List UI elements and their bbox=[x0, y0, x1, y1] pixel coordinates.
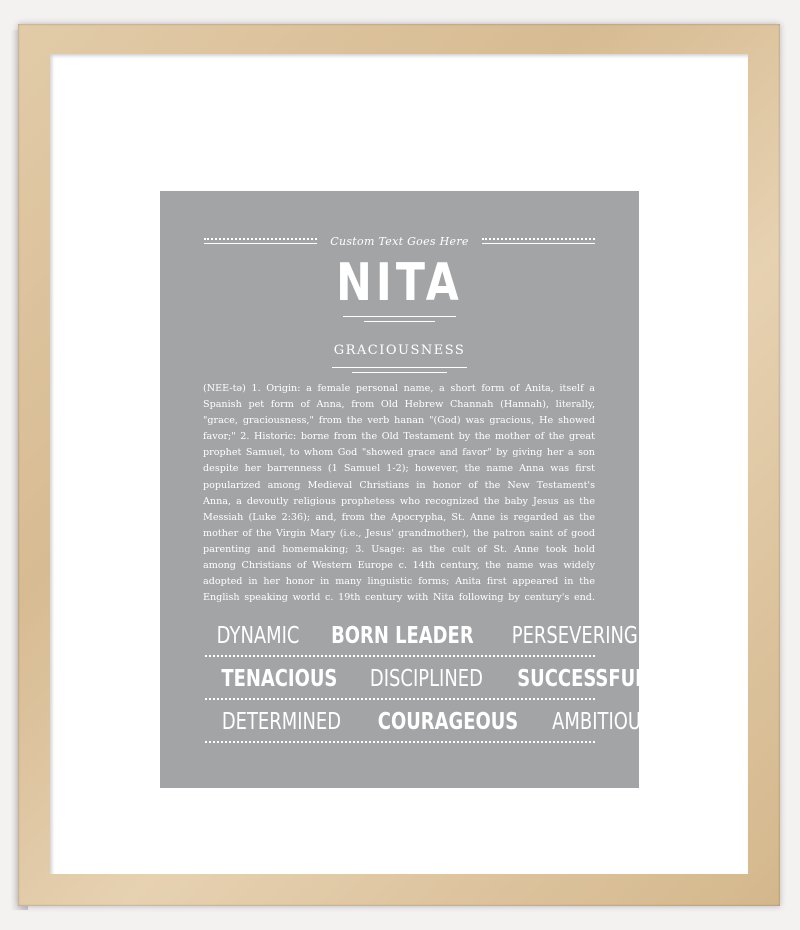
meaning-rule-top bbox=[332, 367, 467, 368]
trait-word: COURAGEOUS bbox=[377, 709, 519, 735]
custom-text: Custom Text Goes Here bbox=[330, 234, 469, 248]
trait-row-3 bbox=[205, 707, 653, 737]
definition-line: "grace, graciousness," from the verb hanan "(God) was gracious, He showed bbox=[203, 415, 595, 427]
custom-text-row bbox=[204, 234, 595, 248]
definition-line: Messiah (Luke 2:36); and, from the Apocrypha, St. Anne is regarded as the bbox=[203, 511, 595, 523]
definition-line: among Christians of Western Europe c. 14th century, the name was widely bbox=[203, 560, 595, 572]
meaning-rule-bottom bbox=[352, 372, 447, 373]
trait-word: DISCIPLINED bbox=[369, 666, 483, 692]
trait-word: AMBITIOUS bbox=[552, 709, 653, 735]
definition-line: (NEE-tə) 1. Origin: a female personal name, a short form of Anita, itself a bbox=[203, 383, 595, 394]
definition-line: parenting and homemaking; 3. Usage: as the cult of St. Anne took hold bbox=[203, 543, 595, 555]
left-dotted-rule bbox=[204, 238, 317, 244]
trait-word: PERSEVERING bbox=[511, 623, 638, 649]
name-definition bbox=[203, 381, 595, 606]
white-mat bbox=[50, 54, 748, 874]
trait-divider bbox=[205, 698, 595, 700]
wooden-frame bbox=[18, 24, 780, 906]
trait-word: DETERMINED bbox=[221, 709, 342, 735]
trait-divider bbox=[205, 741, 595, 743]
definition-line: prophet Samuel, to whom God "showed grace and favor" by giving her a son bbox=[203, 447, 595, 459]
trait-row-2 bbox=[205, 664, 647, 694]
name-rule-bottom bbox=[364, 321, 435, 322]
definition-line: popularized among Medieval Christians in honor of the New Testament's bbox=[203, 479, 595, 491]
name-title: NITA bbox=[336, 253, 463, 313]
definition-line: despite her barrenness (1 Samuel 1-2); however, the name Anna was first bbox=[203, 463, 595, 475]
name-meaning: GRACIOUSNESS bbox=[333, 343, 466, 358]
right-dotted-rule bbox=[482, 238, 595, 244]
trait-divider bbox=[205, 655, 595, 657]
name-rule-top bbox=[343, 316, 456, 317]
definition-line: Anna, a devoutly religious prophetess who recognized the baby Jesus as the bbox=[203, 495, 595, 507]
definition-line: Spanish pet form of Anna, from Old Hebrew Channah (Hannah), literally, bbox=[203, 399, 595, 411]
definition-line: English speaking world c. 19th century with Nita following by century's end. bbox=[203, 592, 595, 604]
trait-word: DYNAMIC bbox=[216, 623, 300, 649]
definition-line: favor;" 2. Historic: borne from the Old Testament by the mother of the great bbox=[203, 431, 595, 443]
name-print bbox=[160, 191, 653, 788]
trait-word: SUCCESSFUL bbox=[516, 666, 647, 692]
trait-word: TENACIOUS bbox=[221, 666, 338, 692]
definition-line: mother of the Virgin Mary (i.e., Jesus' grandmother), the patron saint of good bbox=[203, 527, 595, 539]
definition-line: adopted in her honor in many linguistic forms; Anita first appeared in the bbox=[203, 576, 595, 588]
trait-row-1 bbox=[205, 621, 638, 651]
trait-word: BORN LEADER bbox=[331, 623, 474, 649]
